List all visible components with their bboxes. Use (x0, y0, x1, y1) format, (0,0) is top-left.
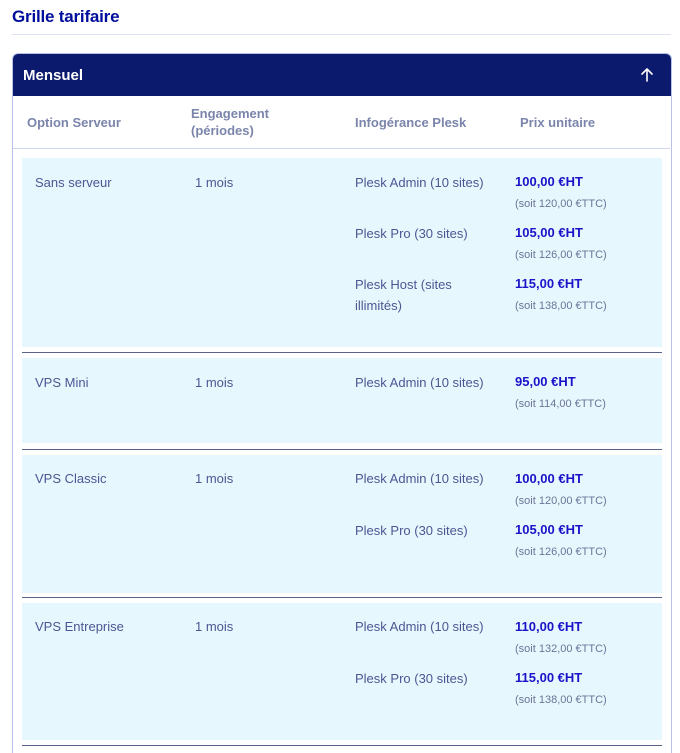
row-engagement: 1 mois (195, 375, 234, 390)
row-plesk-option: Plesk Host (sites illimités) (355, 277, 452, 313)
row-divider (22, 597, 662, 598)
price-ttc: (soit 126,00 €TTC) (515, 546, 607, 558)
title-divider (12, 34, 671, 35)
column-header-price: Prix unitaire (520, 115, 596, 130)
price-block (515, 172, 655, 216)
column-header-divider (13, 148, 670, 149)
panel-title: Mensuel (23, 66, 84, 84)
row-divider (22, 449, 662, 450)
row-plesk-option: Plesk Pro (30 sites) (355, 671, 468, 686)
price-block (515, 668, 655, 712)
page-title: Grille tarifaire (12, 7, 120, 26)
row-engagement: 1 mois (195, 175, 234, 190)
price-ttc: (soit 126,00 €TTC) (515, 249, 607, 261)
column-header-engagement: Engagement (périodes) (191, 106, 270, 138)
row-plesk-option: Plesk Pro (30 sites) (355, 523, 468, 538)
price-block (515, 372, 655, 416)
row-divider (22, 745, 662, 746)
price-ht: 115,00 €HT (515, 276, 583, 291)
price-ttc: (soit 114,00 €TTC) (515, 398, 606, 410)
row-server: VPS Mini (35, 375, 89, 390)
row-engagement: 1 mois (195, 471, 234, 486)
price-block (515, 617, 655, 661)
row-divider (22, 352, 662, 353)
row-plesk-option: Plesk Admin (10 sites) (355, 175, 484, 190)
price-ttc: (soit 138,00 €TTC) (515, 300, 607, 312)
price-block (515, 223, 655, 267)
arrow-up-icon[interactable] (639, 67, 655, 83)
price-ht: 105,00 €HT (515, 225, 583, 240)
price-ht: 105,00 €HT (515, 522, 583, 537)
row-plesk-option: Plesk Admin (10 sites) (355, 375, 484, 390)
row-server: VPS Entreprise (35, 619, 124, 634)
price-ttc: (soit 138,00 €TTC) (515, 694, 607, 706)
price-ht: 110,00 €HT (515, 619, 583, 634)
price-ttc: (soit 120,00 €TTC) (515, 495, 607, 507)
price-ttc: (soit 132,00 €TTC) (515, 643, 607, 655)
row-plesk-option: Plesk Pro (30 sites) (355, 226, 468, 241)
price-block (515, 274, 655, 318)
price-block (515, 520, 655, 564)
row-plesk-option: Plesk Admin (10 sites) (355, 619, 484, 634)
price-ht: 95,00 €HT (515, 374, 576, 389)
price-ttc: (soit 120,00 €TTC) (515, 198, 607, 210)
price-ht: 115,00 €HT (515, 670, 583, 685)
row-server: VPS Classic (35, 471, 107, 486)
row-plesk-option: Plesk Admin (10 sites) (355, 471, 484, 486)
row-server: Sans serveur (35, 175, 112, 190)
column-header-server: Option Serveur (27, 115, 121, 130)
column-header-plesk: Infogérance Plesk (355, 115, 467, 130)
price-ht: 100,00 €HT (515, 174, 583, 189)
price-block (515, 469, 655, 513)
row-engagement: 1 mois (195, 619, 234, 634)
price-ht: 100,00 €HT (515, 471, 583, 486)
panel-header-toggle[interactable] (13, 54, 671, 96)
